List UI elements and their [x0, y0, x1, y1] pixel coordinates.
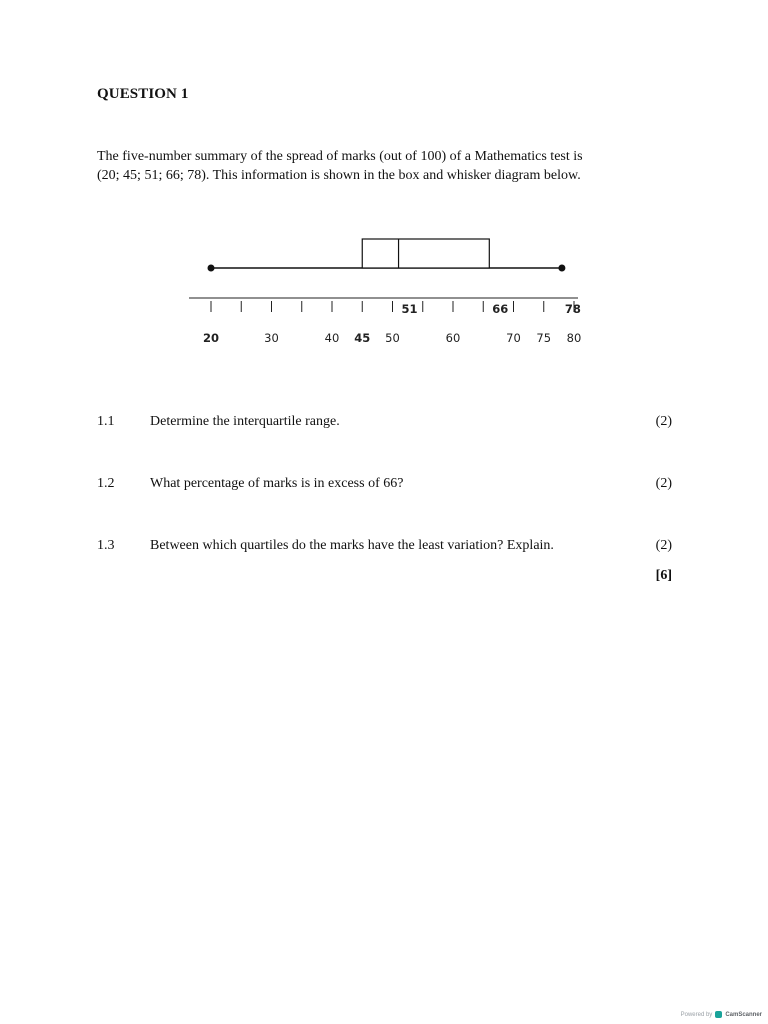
question-row-1-1	[97, 414, 672, 434]
question-text: Between which quartiles do the marks have the least variation? Explain.	[150, 538, 554, 553]
powered-by-text: Powered by	[680, 1011, 713, 1018]
intro-line-2: (20; 45; 51; 66; 78). This information is shown in the box and whisker diagram below.	[97, 168, 581, 183]
question-marks: (2)	[655, 414, 672, 429]
maximum-point	[558, 265, 565, 272]
question-heading: QUESTION 1	[97, 86, 189, 102]
question-number: 1.2	[97, 476, 115, 491]
quartile-box	[362, 239, 489, 268]
question-text: Determine the interquartile range.	[150, 414, 340, 429]
camscanner-logo-icon	[715, 1011, 722, 1018]
top-tick-label: 51	[401, 302, 418, 316]
axis-tick-label: 50	[385, 331, 400, 345]
axis-tick-label: 30	[264, 331, 279, 345]
intro-line-1: The five-number summary of the spread of marks (out of 100) of a Mathematics test is	[97, 149, 583, 164]
question-row-1-3	[97, 538, 672, 558]
question-text: What percentage of marks is in excess of 66?	[150, 476, 404, 491]
axis-tick-label: 40	[324, 331, 340, 345]
question-row-1-2	[97, 476, 672, 496]
axis-tick-label: 20	[202, 331, 220, 345]
total-marks: [6]	[655, 568, 672, 583]
axis-tick-label: 75	[536, 331, 552, 345]
top-tick-label: 78	[564, 302, 581, 316]
question-number: 1.3	[97, 538, 115, 553]
question-number: 1.1	[97, 414, 115, 429]
camscanner-footer	[681, 1011, 762, 1018]
axis-tick-label: 70	[506, 331, 521, 345]
axis-tick-label: 60	[445, 331, 461, 345]
question-marks: (2)	[655, 538, 672, 553]
axis-tick-label: 45	[354, 331, 371, 345]
box-whisker-diagram	[0, 0, 768, 400]
question-marks: (2)	[655, 476, 672, 491]
camscanner-brand: CamScanner	[725, 1011, 762, 1018]
axis-tick-label: 80	[566, 331, 582, 345]
top-tick-label: 66	[492, 302, 509, 316]
minimum-point	[208, 265, 215, 272]
